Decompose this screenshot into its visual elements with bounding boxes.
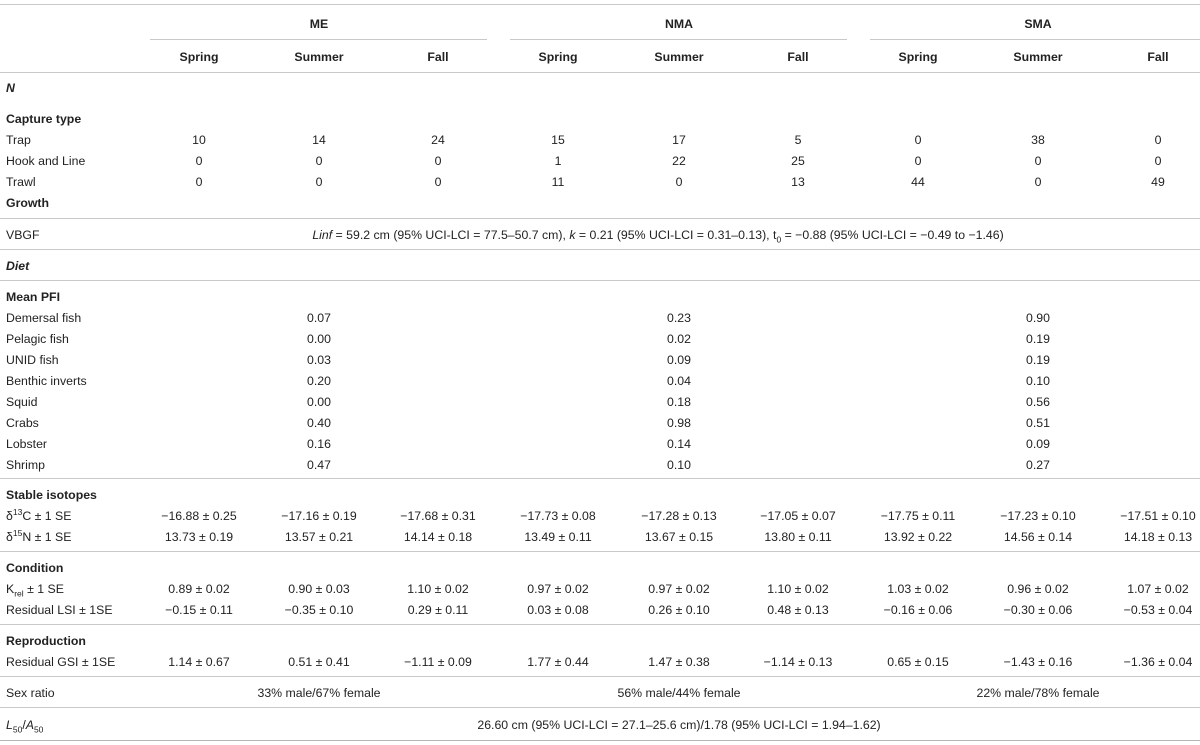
- capture-row-label: Hook and Line: [6, 154, 86, 168]
- diet-row-label: Squid: [6, 395, 38, 409]
- residual-gsi-cell: −1.14 ± 0.13: [763, 655, 833, 669]
- stable-isotopes-heading: Stable isotopes: [6, 488, 97, 502]
- d13c-cell: −17.05 ± 0.07: [760, 509, 836, 523]
- residual-gsi-label: Residual GSI ± 1SE: [6, 655, 116, 669]
- season-header: Fall: [1147, 50, 1169, 64]
- d13c-cell: −17.68 ± 0.31: [400, 509, 476, 523]
- d13c-cell: −17.16 ± 0.19: [281, 509, 357, 523]
- capture-cell: 0: [315, 175, 323, 189]
- diet-pfi-cell: 0.90: [1026, 311, 1050, 325]
- capture-cell: 15: [551, 133, 565, 147]
- capture-cell: 0: [914, 133, 922, 147]
- diet-pfi-cell: 0.10: [667, 458, 691, 472]
- capture-cell: 0: [195, 175, 203, 189]
- diet-pfi-cell: 0.19: [1026, 353, 1050, 367]
- d13c-cell: −17.51 ± 0.10: [1120, 509, 1196, 523]
- l50-a50-value: 26.60 cm (95% UCI-LCI = 27.1–25.6 cm)/1.78 (95% UCI-LCI = 1.94–1.62): [477, 718, 881, 732]
- capture-type-heading: Capture type: [6, 112, 82, 126]
- d15n-cell: 13.57 ± 0.21: [284, 530, 354, 544]
- diet-row-label: Crabs: [6, 416, 39, 430]
- capture-cell: 0: [434, 154, 442, 168]
- vbgf-label: VBGF: [6, 228, 40, 242]
- diet-pfi-cell: 0.51: [1026, 416, 1050, 430]
- capture-cell: 0: [675, 175, 683, 189]
- diet-pfi-cell: 0.16: [307, 437, 331, 451]
- capture-cell: 0: [1034, 175, 1042, 189]
- reproduction-heading: Reproduction: [6, 634, 86, 648]
- diet-pfi-cell: 0.19: [1026, 332, 1050, 346]
- capture-cell: 49: [1151, 175, 1165, 189]
- season-header: Fall: [427, 50, 449, 64]
- krel-cell: 1.10 ± 0.02: [767, 582, 829, 596]
- residual-lsi-cell: 0.29 ± 0.11: [407, 603, 469, 617]
- residual-lsi-cell: −0.35 ± 0.10: [284, 603, 354, 617]
- d13c-cell: −17.23 ± 0.10: [1000, 509, 1076, 523]
- capture-cell: 0: [1154, 154, 1162, 168]
- krel-cell: 0.96 ± 0.02: [1007, 582, 1069, 596]
- diet-pfi-cell: 0.20: [307, 374, 331, 388]
- capture-cell: 13: [791, 175, 805, 189]
- capture-cell: 25: [791, 154, 805, 168]
- season-header: Summer: [1013, 50, 1063, 64]
- sex-ratio-value: 33% male/67% female: [257, 686, 381, 700]
- krel-cell: 1.07 ± 0.02: [1127, 582, 1189, 596]
- diet-row-label: Demersal fish: [6, 311, 82, 325]
- d13c-cell: −16.88 ± 0.25: [161, 509, 237, 523]
- diet-row-label: UNID fish: [6, 353, 59, 367]
- residual-gsi-cell: −1.43 ± 0.16: [1003, 655, 1073, 669]
- diet-pfi-cell: 0.27: [1026, 458, 1050, 472]
- capture-row-label: Trawl: [6, 175, 36, 189]
- diet-pfi-cell: 0.98: [667, 416, 691, 430]
- krel-label: $K_{rel} \pm 1$ SE: [6, 582, 64, 599]
- krel-cell: 0.97 ± 0.02: [648, 582, 710, 596]
- d15n-cell: 14.18 ± 0.13: [1123, 530, 1193, 544]
- season-header: Spring: [898, 50, 938, 64]
- d13c-cell: −17.73 ± 0.08: [520, 509, 596, 523]
- capture-cell: 38: [1031, 133, 1045, 147]
- sex-ratio-value: 22% male/78% female: [976, 686, 1100, 700]
- residual-gsi-cell: 1.77 ± 0.44: [527, 655, 589, 669]
- residual-lsi-label: Residual LSI ± 1SE: [6, 603, 113, 617]
- capture-cell: 0: [434, 175, 442, 189]
- d15n-cell: 13.49 ± 0.11: [524, 530, 592, 544]
- diet-row-label: Benthic inverts: [6, 374, 87, 388]
- capture-cell: 0: [914, 154, 922, 168]
- residual-gsi-cell: 0.51 ± 0.41: [288, 655, 350, 669]
- residual-gsi-cell: 0.65 ± 0.15: [887, 655, 949, 669]
- capture-cell: 22: [672, 154, 686, 168]
- residual-lsi-cell: −0.15 ± 0.11: [165, 603, 233, 617]
- diet-pfi-cell: 0.23: [667, 311, 691, 325]
- capture-cell: 10: [192, 133, 206, 147]
- diet-pfi-cell: 0.09: [1026, 437, 1050, 451]
- capture-cell: 24: [431, 133, 445, 147]
- krel-cell: 0.97 ± 0.02: [527, 582, 589, 596]
- capture-cell: 0: [1034, 154, 1042, 168]
- d15n-label: $\delta^{15}N \pm 1$ SE: [6, 527, 72, 544]
- diet-pfi-cell: 0.00: [307, 332, 331, 346]
- d15n-cell: 13.80 ± 0.11: [764, 530, 832, 544]
- diet-pfi-cell: 0.03: [307, 353, 331, 367]
- diet-pfi-cell: 0.47: [307, 458, 331, 472]
- capture-row-label: Trap: [6, 133, 31, 147]
- residual-lsi-cell: 0.03 ± 0.08: [527, 603, 589, 617]
- d15n-cell: 13.92 ± 0.22: [883, 530, 953, 544]
- d13c-cell: −17.75 ± 0.11: [880, 509, 956, 523]
- season-header: Fall: [787, 50, 809, 64]
- residual-lsi-cell: 0.26 ± 0.10: [648, 603, 710, 617]
- residual-gsi-cell: 1.47 ± 0.38: [648, 655, 710, 669]
- diet-pfi-cell: 0.14: [667, 437, 691, 451]
- diet-pfi-cell: 0.10: [1026, 374, 1050, 388]
- d13c-label: $\delta^{13}C \pm 1$ SE: [6, 506, 72, 523]
- residual-lsi-cell: −0.53 ± 0.04: [1123, 603, 1193, 617]
- diet-pfi-cell: 0.00: [307, 395, 331, 409]
- krel-cell: 0.89 ± 0.02: [168, 582, 230, 596]
- diet-heading: Diet: [6, 259, 30, 273]
- diet-pfi-cell: 0.02: [667, 332, 691, 346]
- capture-cell: 11: [551, 175, 565, 189]
- diet-row-label: Shrimp: [6, 458, 45, 472]
- region-header-sma: SMA: [1024, 17, 1052, 31]
- mean-pfi-heading: Mean PFI: [6, 290, 60, 304]
- capture-cell: 17: [672, 133, 686, 147]
- diet-pfi-cell: 0.07: [307, 311, 331, 325]
- d15n-cell: 14.14 ± 0.18: [403, 530, 473, 544]
- capture-cell: 1: [554, 154, 562, 168]
- residual-gsi-cell: −1.36 ± 0.04: [1123, 655, 1193, 669]
- capture-cell: 44: [911, 175, 925, 189]
- season-header: Spring: [179, 50, 219, 64]
- growth-heading: Growth: [6, 196, 50, 210]
- capture-cell: 0: [1154, 133, 1162, 147]
- season-header: Summer: [654, 50, 704, 64]
- residual-gsi-cell: −1.11 ± 0.09: [404, 655, 472, 669]
- region-header-me: ME: [309, 17, 329, 31]
- residual-gsi-cell: 1.14 ± 0.67: [168, 655, 230, 669]
- residual-lsi-cell: −0.30 ± 0.06: [1003, 603, 1073, 617]
- krel-cell: 1.03 ± 0.02: [887, 582, 949, 596]
- diet-pfi-cell: 0.04: [667, 374, 691, 388]
- diet-row-label: Pelagic fish: [6, 332, 69, 346]
- residual-lsi-cell: 0.48 ± 0.13: [767, 603, 829, 617]
- residual-lsi-cell: −0.16 ± 0.06: [883, 603, 953, 617]
- sex-ratio-label: Sex ratio: [6, 686, 55, 700]
- d15n-cell: 13.73 ± 0.19: [164, 530, 234, 544]
- capture-cell: 5: [794, 133, 802, 147]
- region-header-nma: NMA: [664, 17, 694, 31]
- krel-cell: 0.90 ± 0.03: [288, 582, 350, 596]
- diet-pfi-cell: 0.56: [1026, 395, 1050, 409]
- d15n-cell: 13.67 ± 0.15: [644, 530, 714, 544]
- diet-pfi-cell: 0.18: [667, 395, 691, 409]
- krel-cell: 1.10 ± 0.02: [407, 582, 469, 596]
- diet-row-label: Lobster: [6, 437, 48, 451]
- diet-pfi-cell: 0.09: [667, 353, 691, 367]
- d13c-cell: −17.28 ± 0.13: [641, 509, 717, 523]
- capture-cell: 14: [312, 133, 326, 147]
- d15n-cell: 14.56 ± 0.14: [1003, 530, 1073, 544]
- l50-a50-label: $L_{50}/A_{50}$: [6, 718, 44, 735]
- capture-cell: 0: [315, 154, 323, 168]
- sex-ratio-value: 56% male/44% female: [617, 686, 741, 700]
- n-section-heading: N: [6, 81, 15, 95]
- diet-pfi-cell: 0.40: [307, 416, 331, 430]
- condition-heading: Condition: [6, 561, 64, 575]
- season-header: Summer: [294, 50, 344, 64]
- vbgf-value: Linf = 59.2 cm (95% UCI-LCI = 77.5–50.7 cm), k = 0.21 (95% UCI-LCI = 0.31–0.13), $t_0 = -0.88$ (95% UCI-LCI = −0.49 to −1.46): [312, 228, 1004, 245]
- capture-cell: 0: [195, 154, 203, 168]
- season-header: Spring: [538, 50, 578, 64]
